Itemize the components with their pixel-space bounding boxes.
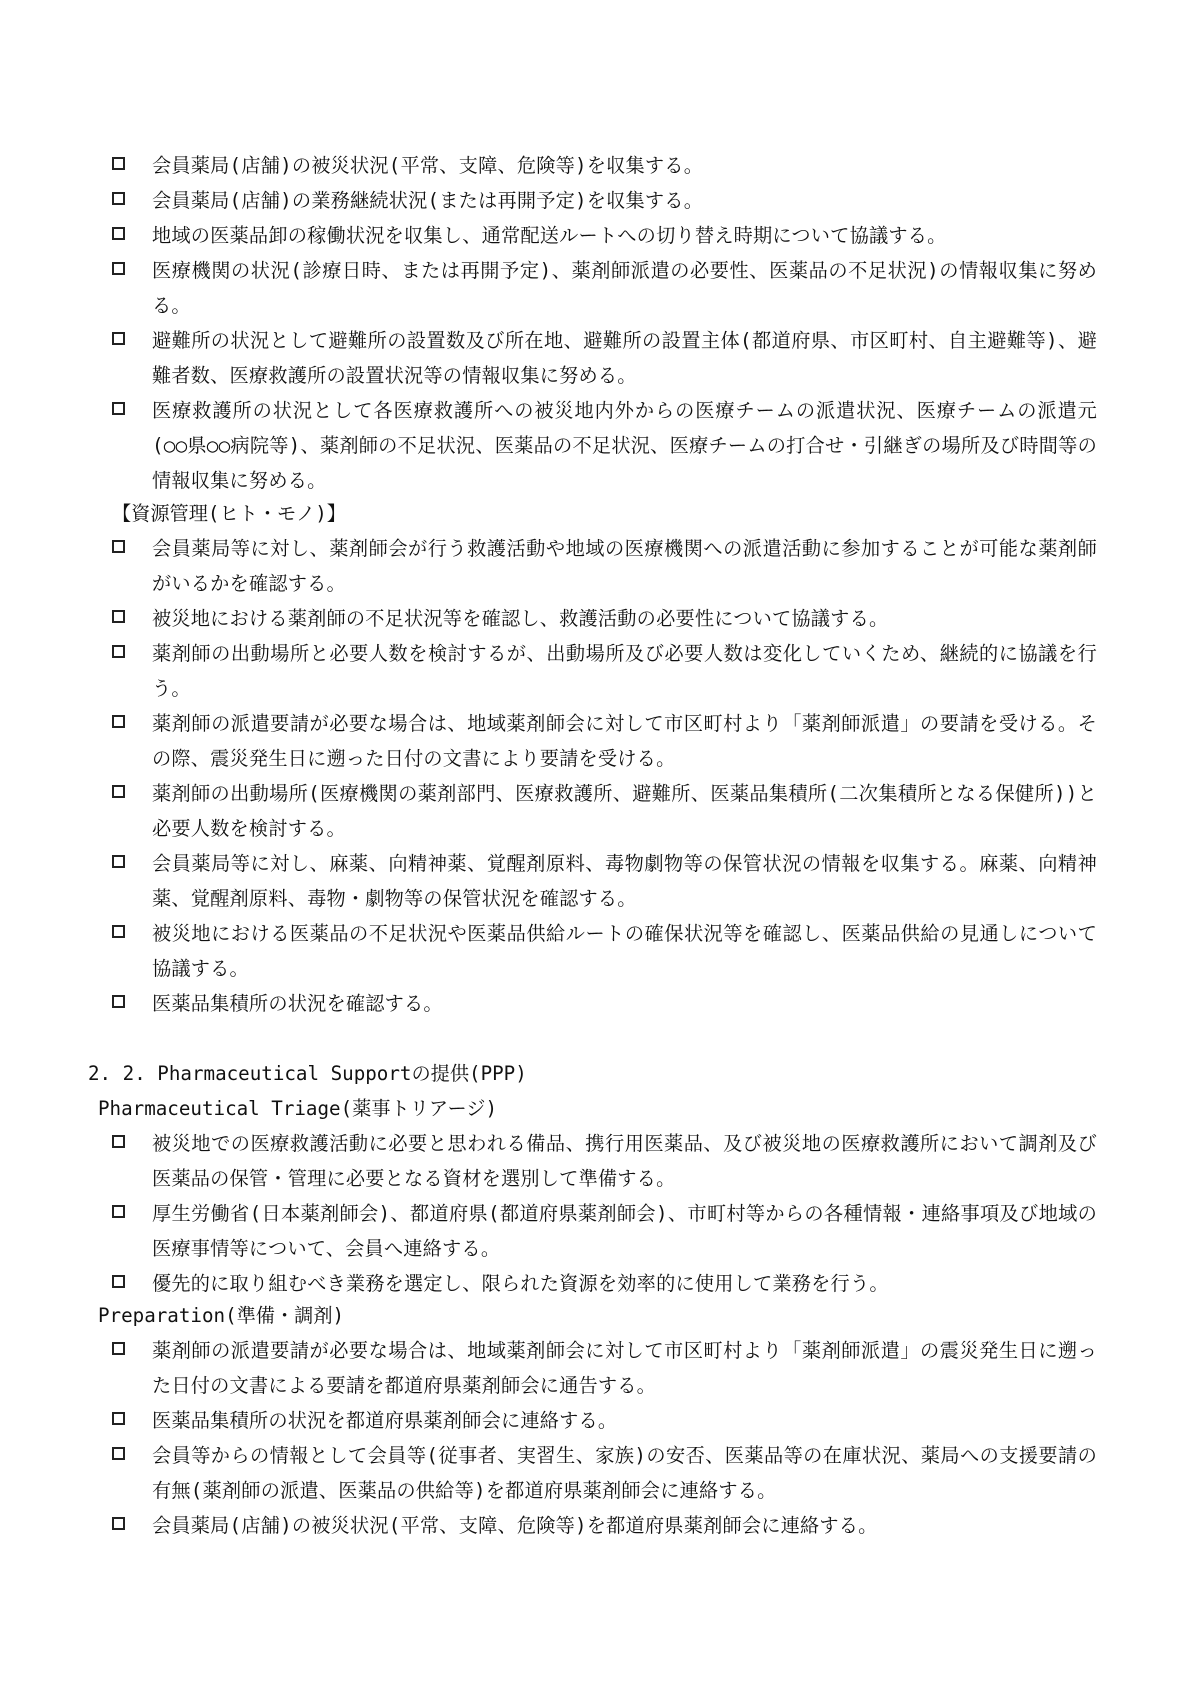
checkbox-icon[interactable] [112, 332, 125, 345]
triage-checklist [0, 1126, 1181, 1301]
checklist-item [112, 636, 1097, 706]
checkbox-icon[interactable] [112, 715, 125, 728]
checklist-item [112, 1266, 1097, 1301]
checkbox-icon[interactable] [112, 1135, 125, 1148]
checklist-item [112, 183, 1097, 218]
checklist-item-text: 厚生労働省(日本薬剤師会)、都道府県(都道府県薬剤師会)、市町村等からの各種情報・連絡事項及び地域の医療事情等について、会員へ連絡する。 [152, 1202, 1097, 1260]
checklist-item-text: 医療救護所の状況として各医療救護所への被災地内外からの医療チームの派遣状況、医療チームの派遣元(○○県○○病院等)、薬剤師の不足状況、医薬品の不足状況、医療チームの打合せ・引継ぎの場所及び時間等の情報収集に努める。 [152, 399, 1097, 492]
checklist-item-text: 地域の医薬品卸の稼働状況を収集し、通常配送ルートへの切り替え時期について協議する。 [152, 224, 947, 247]
checkbox-icon[interactable] [112, 610, 125, 623]
checkbox-icon[interactable] [112, 262, 125, 275]
checklist-item-text: 優先的に取り組むべき業務を選定し、限られた資源を効率的に使用して業務を行う。 [152, 1272, 889, 1295]
checklist-item [112, 1403, 1097, 1438]
checklist-item-text: 薬剤師の出動場所と必要人数を検討するが、出動場所及び必要人数は変化していくため、継続的に協議を行う。 [152, 642, 1097, 700]
checklist-item-text: 医薬品集積所の状況を都道府県薬剤師会に連絡する。 [152, 1409, 618, 1432]
checklist-item-text: 会員薬局(店舗)の業務継続状況(または再開予定)を収集する。 [152, 189, 704, 212]
checklist-item-text: 被災地における薬剤師の不足状況等を確認し、救護活動の必要性について協議する。 [152, 607, 889, 630]
checkbox-icon[interactable] [112, 1447, 125, 1460]
resource-checklist [0, 531, 1181, 1021]
checkbox-icon[interactable] [112, 1517, 125, 1530]
checklist-item-text: 薬剤師の派遣要請が必要な場合は、地域薬剤師会に対して市区町村より「薬剤師派遣」の震災発生日に遡った日付の文書による要請を都道府県薬剤師会に通告する。 [152, 1339, 1097, 1397]
checklist-item [112, 776, 1097, 846]
preparation-checklist [0, 1333, 1181, 1543]
checkbox-icon[interactable] [112, 227, 125, 240]
checklist-item-text: 医薬品集積所の状況を確認する。 [152, 992, 443, 1015]
checklist-item-text: 医療機関の状況(診療日時、または再開予定)、薬剤師派遣の必要性、医薬品の不足状況)の情報収集に努める。 [152, 259, 1097, 317]
checkbox-icon[interactable] [112, 402, 125, 415]
checkbox-icon[interactable] [112, 157, 125, 170]
checklist-item-text: 会員薬局等に対し、薬剤師会が行う救護活動や地域の医療機関への派遣活動に参加することが可能な薬剤師がいるかを確認する。 [152, 537, 1097, 595]
resource-management-heading: 【資源管理(ヒト・モノ)】 [112, 502, 346, 525]
checklist-item [112, 1196, 1097, 1266]
checklist-item-text: 薬剤師の派遣要請が必要な場合は、地域薬剤師会に対して市区町村より「薬剤師派遣」の要請を受ける。その際、震災発生日に遡った日付の文書により要請を受ける。 [152, 712, 1097, 770]
checkbox-icon[interactable] [112, 925, 125, 938]
checklist-item-text: 薬剤師の出動場所(医療機関の薬剤部門、医療救護所、避難所、医薬品集積所(二次集積所となる保健所))と必要人数を検討する。 [152, 782, 1097, 840]
checklist-item-text: 被災地における医薬品の不足状況や医薬品供給ルートの確保状況等を確認し、医薬品供給の見通しについて協議する。 [152, 922, 1097, 980]
checklist-item [112, 531, 1097, 601]
checklist-item [112, 323, 1097, 393]
checkbox-icon[interactable] [112, 645, 125, 658]
intro-checklist [0, 148, 1181, 498]
checklist-item [112, 148, 1097, 183]
checkbox-icon[interactable] [112, 995, 125, 1008]
triage-heading: Pharmaceutical Triage(薬事トリアージ) [98, 1097, 498, 1120]
checklist-item [112, 846, 1097, 916]
checklist-item-text: 会員薬局(店舗)の被災状況(平常、支障、危険等)を収集する。 [152, 154, 704, 177]
checkbox-icon[interactable] [112, 785, 125, 798]
checklist-item [112, 1126, 1097, 1196]
checklist-item-text: 避難所の状況として避難所の設置数及び所在地、避難所の設置主体(都道府県、市区町村、自主避難等)、避難者数、医療救護所の設置状況等の情報収集に努める。 [152, 329, 1097, 387]
checklist-item [112, 1438, 1097, 1508]
checklist-item [112, 1333, 1097, 1403]
checklist-item-text: 被災地での医療救護活動に必要と思われる備品、携行用医薬品、及び被災地の医療救護所において調剤及び医薬品の保管・管理に必要となる資材を選別して準備する。 [152, 1132, 1097, 1190]
checklist-item [112, 393, 1097, 498]
checkbox-icon[interactable] [112, 1412, 125, 1425]
checklist-item [112, 218, 1097, 253]
section-title: 2. 2. Pharmaceutical Supportの提供(PPP) [88, 1062, 527, 1085]
checkbox-icon[interactable] [112, 192, 125, 205]
checklist-item [112, 986, 1097, 1021]
checkbox-icon[interactable] [112, 540, 125, 553]
checklist-item [112, 253, 1097, 323]
checkbox-icon[interactable] [112, 1275, 125, 1288]
checklist-item-text: 会員等からの情報として会員等(従事者、実習生、家族)の安否、医薬品等の在庫状況、薬局への支援要請の有無(薬剤師の派遣、医薬品の供給等)を都道府県薬剤師会に連絡する。 [152, 1444, 1097, 1502]
checklist-item [112, 1508, 1097, 1543]
checklist-item [112, 916, 1097, 986]
checkbox-icon[interactable] [112, 1205, 125, 1218]
checkbox-icon[interactable] [112, 1342, 125, 1355]
checkbox-icon[interactable] [112, 855, 125, 868]
checklist-item-text: 会員薬局(店舗)の被災状況(平常、支障、危険等)を都道府県薬剤師会に連絡する。 [152, 1514, 878, 1537]
checklist-item [112, 706, 1097, 776]
checklist-item [112, 601, 1097, 636]
checklist-item-text: 会員薬局等に対し、麻薬、向精神薬、覚醒剤原料、毒物劇物等の保管状況の情報を収集する。麻薬、向精神薬、覚醒剤原料、毒物・劇物等の保管状況を確認する。 [152, 852, 1097, 910]
preparation-heading: Preparation(準備・調剤) [98, 1304, 345, 1327]
